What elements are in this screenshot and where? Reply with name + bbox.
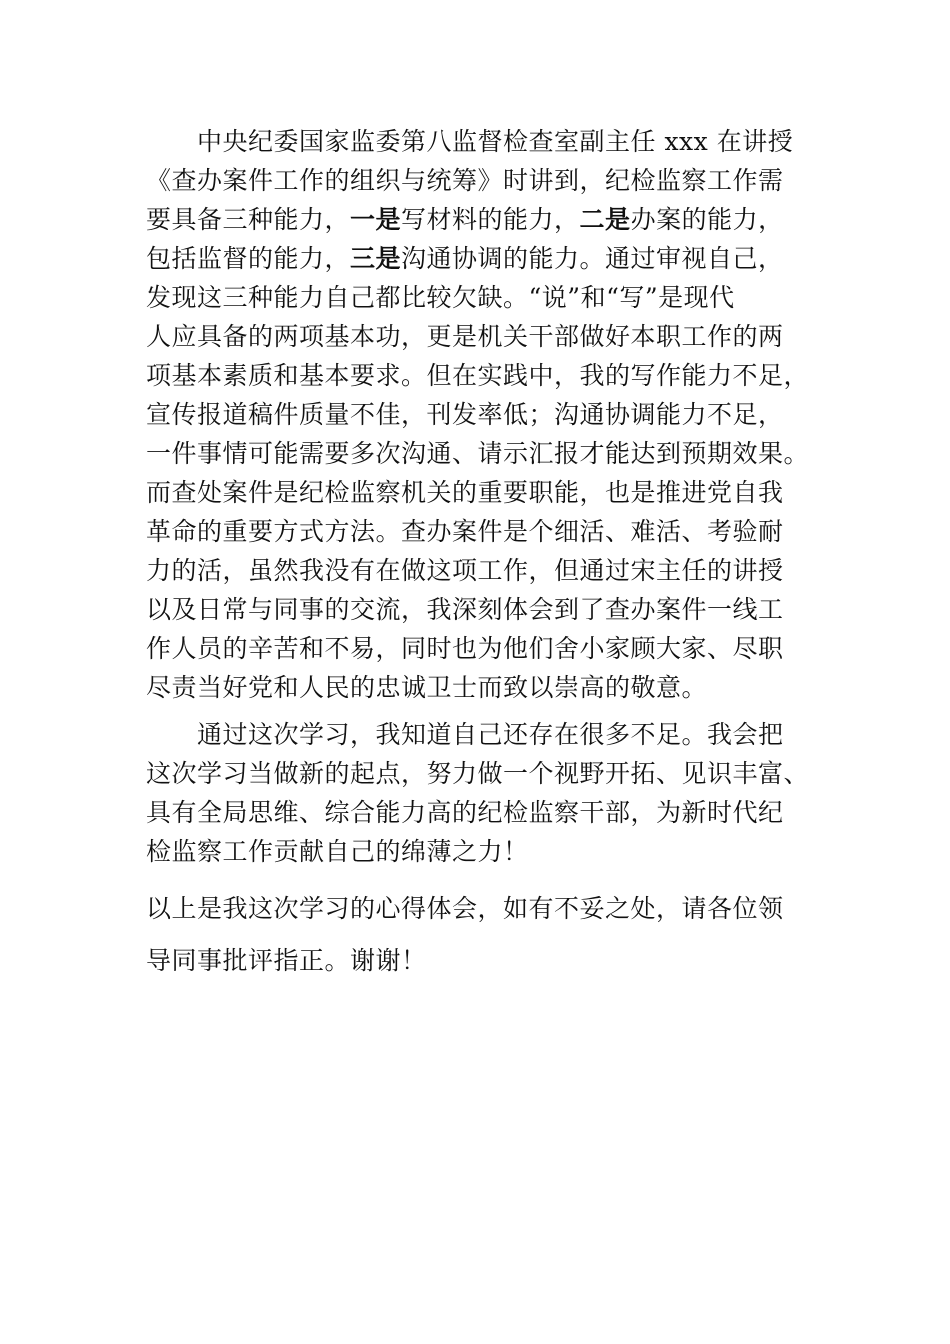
- paragraph-line: 中央纪委国家监委第八监督检查室副主任 xxx 在讲授: [197, 127, 794, 156]
- text-fragment: 要具备三种能力，: [146, 205, 351, 234]
- paragraph-1: [146, 122, 810, 707]
- paragraph-line: 宣传报道稿件质量不佳，刊发率低；沟通协调能力不足，: [146, 400, 784, 429]
- paragraph-line: 人应具备的两项基本功，更是机关干部做好本职工作的两: [146, 322, 784, 351]
- paragraph-line: 而查处案件是纪检监察机关的重要职能，也是推进党自我: [146, 478, 784, 507]
- paragraph-line: 具有全局思维、综合能力高的纪检监察干部，为新时代纪: [146, 798, 784, 827]
- bold-marker-third: 三是: [350, 244, 402, 273]
- text-fragment: 沟通协调的能力。通过审视自己，: [401, 244, 784, 273]
- paragraph-spacer: [146, 871, 810, 883]
- bold-marker-second: 二是: [579, 205, 631, 234]
- paragraph-line: 导同事批评指正。谢谢！: [146, 946, 427, 975]
- paragraph-2: [146, 715, 810, 871]
- paragraph-line: 《查办案件工作的组织与统筹》时讲到，纪检监察工作需: [146, 166, 784, 195]
- bold-marker-first: 一是: [350, 205, 402, 234]
- paragraph-line: [146, 200, 810, 239]
- text-fragment: 办案的能力，: [630, 205, 784, 234]
- paragraph-line: 以上是我这次学习的心得体会，如有不妥之处，请各位领: [146, 894, 784, 923]
- paragraph-line: 这次学习当做新的起点，努力做一个视野开拓、见识丰富、: [146, 759, 810, 788]
- text-fragment: 包括监督的能力，: [146, 244, 351, 273]
- document-body: [146, 122, 810, 987]
- paragraph-line: 作人员的辛苦和不易，同时也为他们舍小家顾大家、尽职: [146, 634, 784, 663]
- closing-paragraph: [146, 883, 810, 987]
- paragraph-line: 一件事情可能需要多次沟通、请示汇报才能达到预期效果。: [146, 439, 810, 468]
- paragraph-line: 以及日常与同事的交流，我深刻体会到了查办案件一线工: [146, 595, 784, 624]
- paragraph-line: 发现这三种能力自己都比较欠缺。“说”和“写”是现代: [146, 283, 735, 312]
- paragraph-spacer: [146, 707, 810, 715]
- paragraph-line: 通过这次学习，我知道自己还存在很多不足。我会把: [197, 720, 784, 749]
- paragraph-line: 革命的重要方式方法。查办案件是个细活、难活、考验耐: [146, 517, 784, 546]
- paragraph-line: [146, 239, 810, 278]
- paragraph-line: 尽责当好党和人民的忠诚卫士而致以崇高的敬意。: [146, 673, 708, 702]
- paragraph-line: 检监察工作贡献自己的绵薄之力！: [146, 837, 529, 866]
- paragraph-line: 项基本素质和基本要求。但在实践中，我的写作能力不足，: [146, 361, 810, 390]
- text-fragment: 写材料的能力，: [401, 205, 580, 234]
- paragraph-line: 力的活，虽然我没有在做这项工作，但通过宋主任的讲授: [146, 556, 784, 585]
